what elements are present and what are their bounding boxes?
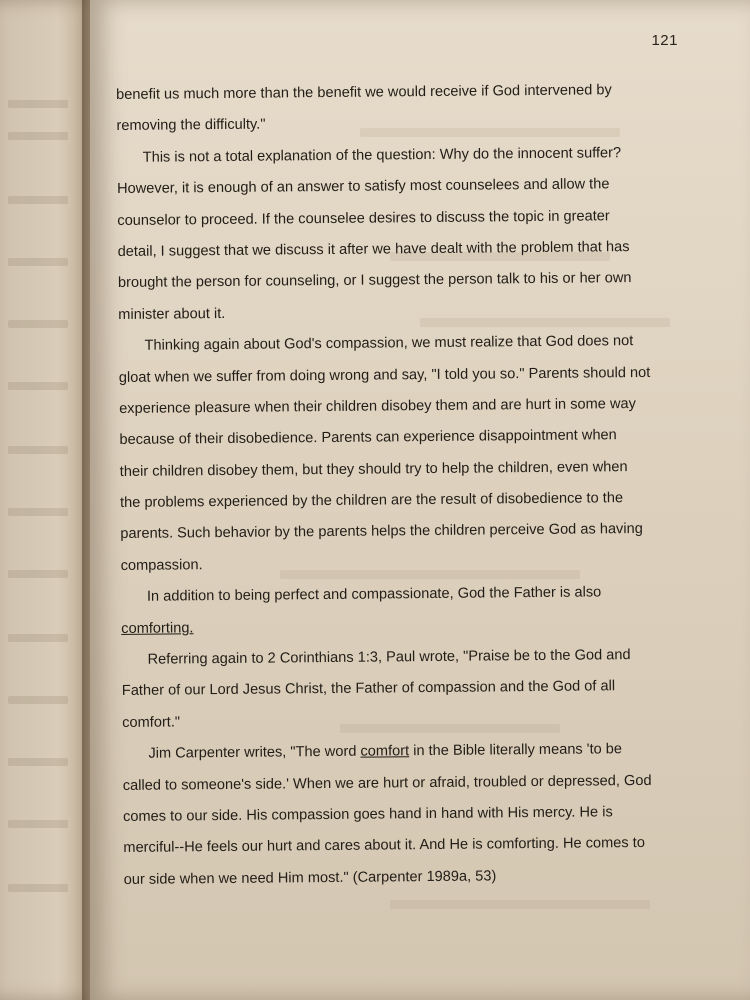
text-segment: Jim Carpenter writes, "The word xyxy=(148,743,361,762)
faint-text-mark xyxy=(8,820,68,828)
faint-text-mark xyxy=(8,320,68,328)
faint-text-mark xyxy=(8,196,68,204)
text-segment: Referring again to 2 Corinthians 1:3, Paul wrote, "Praise be to the God and xyxy=(147,647,631,668)
text-segment: because of their disobedience. Parents can experience disappointment when xyxy=(119,427,617,449)
faint-text-mark xyxy=(8,634,68,642)
text-line xyxy=(122,671,700,708)
text-line xyxy=(118,263,696,300)
text-segment: their children disobey them, but they should try to help the children, even when xyxy=(119,458,628,480)
body-text xyxy=(116,74,702,896)
text-segment: This is not a total explanation of the question: Why do the innocent suffer? xyxy=(142,144,622,166)
text-line xyxy=(122,734,700,771)
text-segment: However, it is enough of an answer to satisfy most counselees and allow the xyxy=(116,176,610,198)
text-segment: benefit us much more than the benefit we would receive if God intervened by xyxy=(116,82,612,103)
faint-text-mark xyxy=(8,884,68,892)
text-segment: comes to our side. His compassion goes hand in hand with His mercy. He is xyxy=(122,804,613,825)
faint-text-mark xyxy=(8,446,68,454)
text-segment: removing the difficulty." xyxy=(116,116,266,135)
text-segment: called to someone's side.' When we are hurt or afraid, troubled or depressed, God xyxy=(122,772,652,794)
text-segment: minister about it. xyxy=(118,305,226,323)
text-segment: the problems experienced by the children are the result of disobedience to the xyxy=(119,490,624,512)
text-line xyxy=(123,828,701,865)
show-through-mark xyxy=(390,900,650,909)
faint-text-mark xyxy=(8,258,68,266)
text-segment: counselor to proceed. If the counselee desires to discuss the topic in greater xyxy=(117,207,610,229)
text-segment: detail, I suggest that we discuss it after we have dealt with the problem that has xyxy=(117,239,630,260)
page-number: 121 xyxy=(651,32,678,49)
text-segment: brought the person for counseling, or I suggest the person talk to his or her own xyxy=(117,270,632,292)
text-line xyxy=(117,169,695,206)
text-line xyxy=(120,514,698,551)
text-segment: comfort." xyxy=(122,714,181,731)
text-line xyxy=(124,859,702,896)
text-segment: experience pleasure when their children disobey them and are hurt in some way xyxy=(119,395,636,417)
right-page xyxy=(90,0,750,1000)
text-segment: Father of our Lord Jesus Christ, the Father of compassion and the God of all xyxy=(121,678,616,700)
text-segment: merciful--He feels our hurt and cares about it. And He is comforting. He comes to xyxy=(123,835,645,857)
underlined-word: comforting. xyxy=(121,619,194,637)
faint-text-mark xyxy=(8,508,68,516)
faint-text-mark xyxy=(8,758,68,766)
text-segment: parents. Such behavior by the parents helps the children perceive God as having xyxy=(120,521,643,543)
faint-text-mark xyxy=(8,382,68,390)
text-segment: our side when we need Him most." (Carpenter 1989a, 53) xyxy=(123,868,497,888)
text-segment: in the Bible literally means 'to be xyxy=(409,741,623,760)
text-line xyxy=(116,74,694,111)
text-segment: compassion. xyxy=(120,557,203,574)
faint-text-mark xyxy=(8,696,68,704)
text-segment: gloat when we suffer from doing wrong and say, "I told you so." Parents should not xyxy=(118,364,651,386)
text-segment: In addition to being perfect and compassionate, God the Father is also xyxy=(146,584,602,605)
faint-text-mark xyxy=(8,132,68,140)
underlined-word: comfort xyxy=(360,743,410,760)
text-line xyxy=(123,765,701,802)
faint-text-mark xyxy=(8,100,68,108)
text-line xyxy=(118,326,696,363)
text-segment: Thinking again about God's compassion, we must realize that God does not xyxy=(144,333,634,354)
faint-text-mark xyxy=(8,570,68,578)
text-line xyxy=(119,420,697,457)
